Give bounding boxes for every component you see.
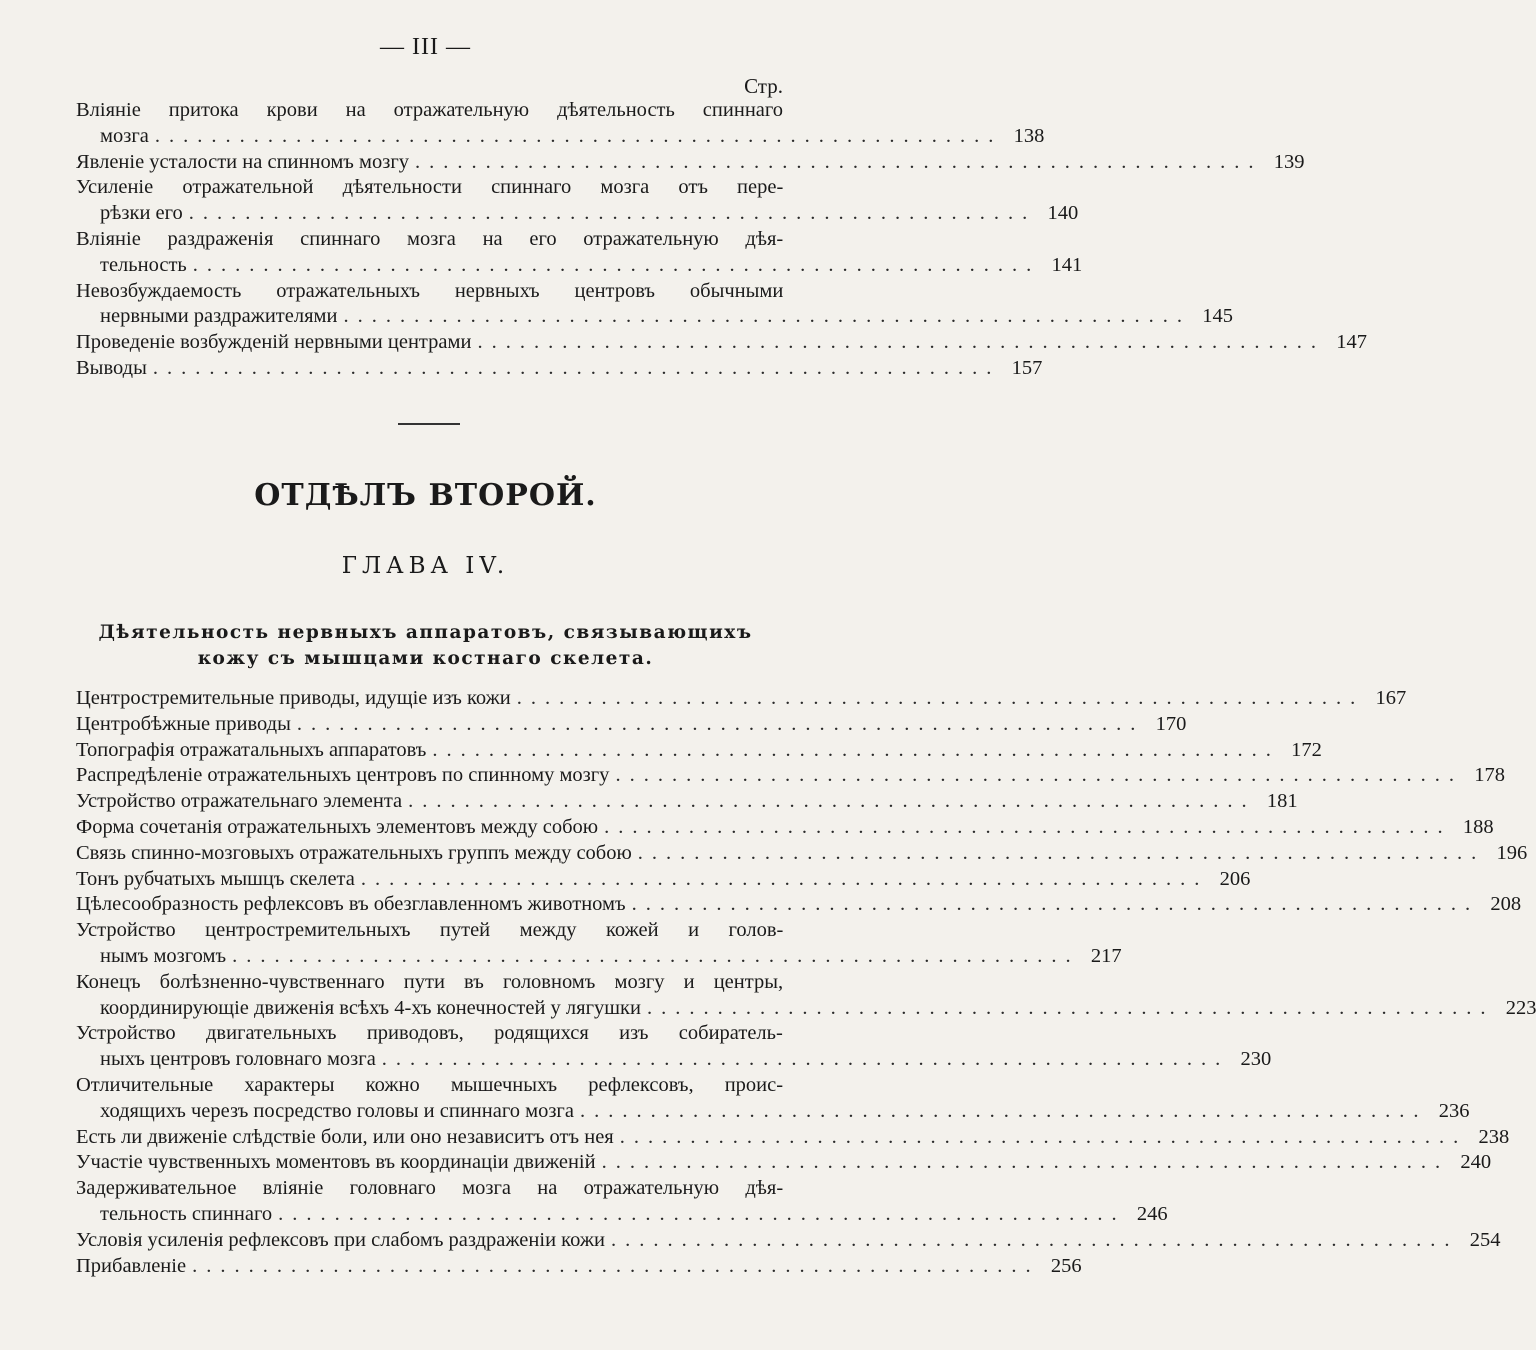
toc-entry-page: 208 (1490, 893, 1522, 916)
toc-entry-title: Вліяніе притока крови на отражательную дѣятельность спиннаго (76, 99, 784, 121)
toc-entry-line (76, 124, 1045, 150)
toc-entry (76, 918, 1122, 970)
leader-dots: ............................................................ (579, 1099, 1428, 1122)
toc-entry-page: 145 (1202, 305, 1233, 328)
toc-entry-title: Невозбуждаемость отражательныхъ нервныхъ центровъ обычными (76, 279, 784, 302)
leader-dots: ............................................................ (192, 253, 1041, 276)
toc-entry-page: 206 (1219, 867, 1251, 890)
toc-entry-line (76, 1202, 1168, 1228)
toc-entry-title: Конецъ болѣзненно-чувственнаго пути въ головномъ мозгу и центры, (76, 970, 784, 993)
toc-entry-page: 223 (1505, 996, 1536, 1019)
toc-entry-line (76, 1254, 1082, 1280)
toc-entry-line (76, 789, 1298, 815)
chapter-subtitle-line: кожу съ мышцами костнаго скелета. (197, 648, 654, 669)
toc-entry (76, 279, 1233, 331)
toc-entry (76, 98, 1045, 150)
toc-entry-title: Выводы (76, 356, 147, 379)
toc-entry-title: Устройство центростремительныхъ путей между кожей и голов- (76, 919, 784, 942)
leader-dots: ............................................................ (152, 356, 1001, 379)
chapter-subtitle (0, 620, 851, 672)
leader-dots: ............................................................ (192, 1254, 1040, 1277)
toc-entry-line (76, 686, 1407, 712)
toc-entry (76, 1125, 1510, 1151)
toc-entry-page: 167 (1375, 687, 1407, 709)
toc-entry-line (76, 1125, 1510, 1151)
toc-entry (76, 892, 1522, 918)
section-divider (398, 423, 460, 425)
toc-entry-title: Центробѣжные приводы (76, 712, 291, 735)
toc-entry-line (76, 279, 783, 305)
chapter-title: ГЛАВА IV. (341, 553, 510, 579)
toc-entry-title: ныхъ центровъ головнаго мозга (100, 1048, 376, 1071)
toc-entry-page: 141 (1051, 253, 1083, 276)
leader-dots: ............................................................ (619, 1125, 1468, 1148)
toc-entry-title: тельность спиннаго (100, 1202, 273, 1225)
toc-entry-line (76, 918, 783, 944)
leader-dots: ............................................................ (615, 764, 1463, 787)
toc-entry-line (76, 841, 1528, 867)
page-column-label: Стр. (744, 74, 783, 98)
toc-entry-line (76, 1073, 783, 1099)
leader-dots: ............................................................ (637, 841, 1486, 864)
toc-entry-page: 256 (1050, 1254, 1082, 1277)
toc-entry-line (76, 253, 1083, 279)
leader-dots: ............................................................ (646, 996, 1495, 1019)
toc-entry-page: 172 (1291, 738, 1322, 761)
toc-entry (76, 1073, 1470, 1125)
leader-dots: ............................................................ (601, 1151, 1450, 1174)
toc-entry-line (76, 867, 1251, 893)
toc-entry-title: Устройство отражательнаго элемента (76, 790, 403, 813)
toc-entry-page: 157 (1011, 356, 1043, 379)
toc-entry-title: Есть ли движеніе слѣдствіе боли, или оно независитъ отъ нея (76, 1125, 614, 1148)
toc-entry-page: 230 (1240, 1048, 1272, 1071)
toc-entry-title: Распредѣленіе отражательныхъ центровъ по спинному мозгу (76, 764, 610, 787)
toc-entry (76, 738, 1322, 764)
toc-entry (76, 970, 1536, 1022)
toc-entry-page: 170 (1155, 712, 1187, 735)
toc-entry-line (76, 1099, 1470, 1125)
leader-dots: ............................................................ (343, 305, 1191, 328)
leader-dots: ............................................................ (516, 687, 1365, 709)
toc-entry-page: 238 (1478, 1125, 1510, 1148)
toc-entry (76, 1254, 1082, 1280)
toc-entry-page: 138 (1013, 124, 1045, 147)
toc-entry (76, 712, 1187, 738)
toc-part-one (76, 98, 1367, 382)
toc-entry-line (76, 98, 783, 124)
toc-entry-title: Вліяніе раздраженія спиннаго мозга на его отражательную дѣя- (76, 227, 784, 250)
toc-entry (76, 356, 1043, 382)
toc-entry-title: мозга (100, 124, 149, 147)
toc-entry-line (76, 175, 783, 201)
toc-part-two (76, 686, 1536, 1279)
toc-entry-line (76, 1021, 783, 1047)
leader-dots: ............................................................ (415, 150, 1263, 173)
leader-dots: ............................................................ (432, 738, 1280, 761)
toc-entry-title: Связь спинно-мозговыхъ отражательныхъ группъ между собою (76, 841, 632, 864)
toc-entry-page: 246 (1136, 1202, 1168, 1225)
toc-entry (76, 1176, 1168, 1228)
toc-entry-title: Участіе чувственныхъ моментовъ въ координаціи движеній (76, 1151, 596, 1174)
toc-entry-line (76, 763, 1505, 789)
toc-entry-title: Прибавленіе (76, 1254, 187, 1277)
leader-dots: ............................................................ (232, 944, 1080, 967)
toc-entry-line (76, 970, 783, 996)
toc-entry (76, 1228, 1501, 1254)
toc-entry-page: 139 (1273, 150, 1305, 173)
leader-dots: ............................................................ (408, 790, 1256, 813)
toc-entry-line (76, 815, 1494, 841)
page-number: — III — (380, 34, 471, 60)
toc-entry-page: 236 (1438, 1099, 1470, 1122)
toc-entry-line (76, 944, 1122, 970)
toc-entry-page: 196 (1496, 841, 1528, 864)
toc-entry-page: 254 (1469, 1228, 1501, 1251)
leader-dots: ............................................................ (381, 1048, 1230, 1071)
section-title: ОТДѢЛЪ ВТОРОЙ. (254, 478, 597, 513)
toc-entry (76, 175, 1079, 227)
leader-dots: ............................................................ (610, 1228, 1459, 1251)
toc-entry-page: 240 (1460, 1151, 1492, 1174)
leader-dots: ............................................................ (278, 1202, 1126, 1225)
toc-entry-title: Усиленіе отражательной дѣятельности спиннаго мозга отъ пере- (76, 176, 784, 199)
toc-entry (76, 1021, 1272, 1073)
toc-entry-line (76, 996, 1536, 1022)
leader-dots: ............................................................ (154, 124, 1003, 147)
toc-entry-title: Отличительные характеры кожно мышечныхъ рефлексовъ, проис- (76, 1073, 784, 1096)
toc-entry-line (76, 356, 1043, 382)
toc-entry-title: ходящихъ черезъ посредство головы и спиннаго мозга (100, 1099, 574, 1122)
toc-entry-line (76, 330, 1367, 356)
toc-entry-line (76, 712, 1187, 738)
toc-entry-title: Форма сочетанія отражательныхъ элементовъ между собою (76, 815, 599, 838)
toc-entry-line (76, 1176, 783, 1202)
toc-entry-title: Явленіе усталости на спинномъ мозгу (76, 150, 409, 173)
toc-entry-line (76, 201, 1079, 227)
toc-entry-line (76, 892, 1522, 918)
toc-entry-line (76, 1047, 1272, 1073)
toc-entry-title: Условія усиленія рефлексовъ при слабомъ раздраженіи кожи (76, 1228, 605, 1251)
toc-entry-page: 147 (1336, 331, 1367, 354)
toc-entry-page: 181 (1266, 790, 1298, 813)
leader-dots: ............................................................ (604, 815, 1452, 838)
toc-entry-title: Проведеніе возбужденій нервными центрами (76, 331, 472, 354)
leader-dots: ............................................................ (360, 867, 1209, 890)
toc-entry (76, 686, 1407, 712)
toc-entry-title: Устройство двигательныхъ приводовъ, родящихся изъ собиратель- (76, 1022, 783, 1045)
toc-entry (76, 789, 1298, 815)
toc-entry-line (76, 304, 1233, 330)
toc-entry-title: тельность (100, 253, 187, 276)
leader-dots: ............................................................ (188, 202, 1037, 225)
toc-entry-page: 178 (1474, 764, 1505, 787)
leader-dots: ............................................................ (631, 893, 1480, 916)
toc-entry-title: нымъ мозгомъ (100, 944, 227, 967)
toc-entry-page: 217 (1090, 944, 1122, 967)
toc-entry-title: Центростремительные приводы, идущіе изъ кожи (76, 687, 511, 709)
toc-entry-title: Задерживательное вліяніе головнаго мозга на отражательную дѣя- (76, 1177, 784, 1200)
toc-entry-title: Тонъ рубчатыхъ мышцъ скелета (76, 867, 355, 890)
toc-entry-page: 140 (1047, 202, 1079, 225)
toc-entry-line (76, 227, 783, 253)
toc-entry (76, 815, 1494, 841)
toc-entry (76, 1150, 1492, 1176)
toc-entry-title: нервными раздражителями (100, 305, 338, 328)
toc-entry (76, 330, 1367, 356)
toc-entry-line (76, 1228, 1501, 1254)
toc-entry-line (76, 1150, 1492, 1176)
toc-entry-title: Топографія отражатальныхъ аппаратовъ (76, 738, 427, 761)
toc-entry (76, 763, 1505, 789)
leader-dots: ............................................................ (477, 331, 1325, 354)
toc-entry (76, 841, 1528, 867)
toc-entry (76, 227, 1083, 279)
toc-entry-page: 188 (1462, 815, 1494, 838)
toc-entry-line (76, 150, 1305, 176)
toc-entry-title: рѣзки его (100, 202, 183, 225)
toc-entry (76, 867, 1251, 893)
leader-dots: ............................................................ (296, 712, 1145, 735)
toc-entry-title: Цѣлесообразность рефлексовъ въ обезглавленномъ животномъ (76, 893, 626, 916)
toc-entry-line (76, 738, 1322, 764)
toc-entry-title: координирующіе движенія всѣхъ 4-хъ конечностей у лягушки (100, 996, 641, 1019)
toc-entry (76, 150, 1305, 176)
chapter-subtitle-line: Дѣятельность нервныхъ аппаратовъ, связывающихъ (98, 622, 753, 643)
